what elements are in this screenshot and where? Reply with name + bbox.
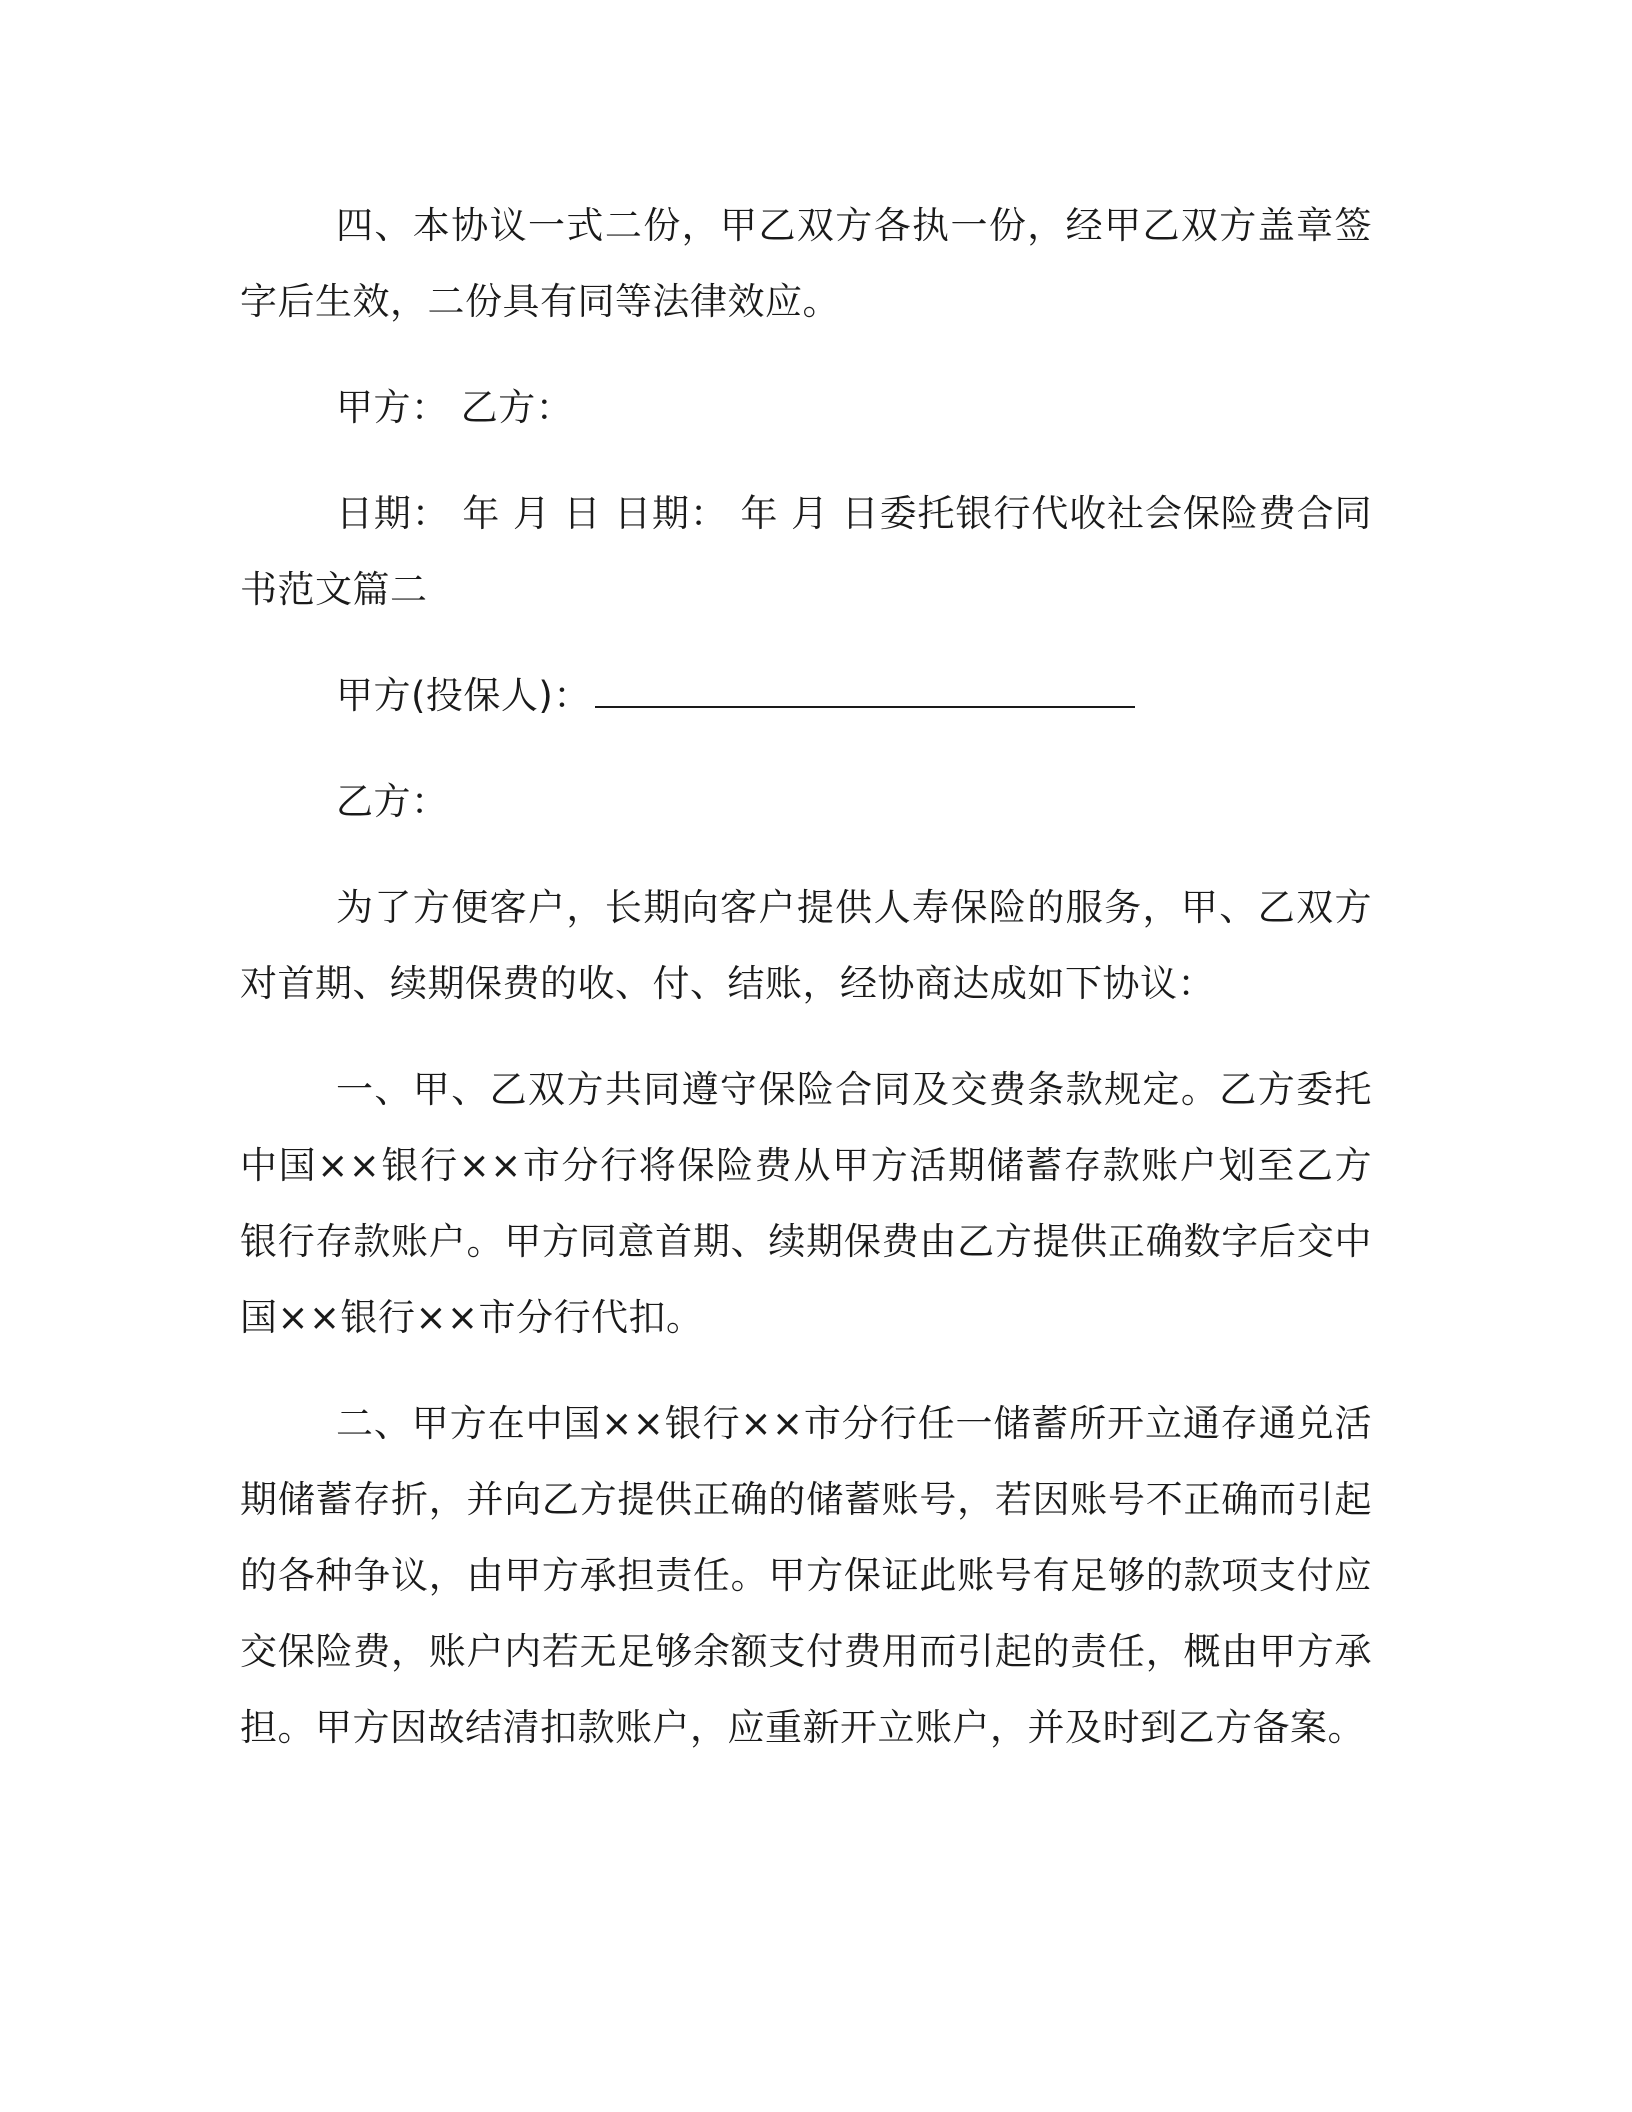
preamble-paragraph: 为了方便客户，长期向客户提供人寿保险的服务，甲、乙双方对首期、续期保费的收、付、结账，经协商达成如下协议： xyxy=(240,886,1372,1005)
clause-two-paragraph: 二、甲方在中国××银行××市分行任一储蓄所开立通存通兑活期储蓄存折，并向乙方提供正确的储蓄账号，若因账号不正确而引起的各种争议，由甲方承担责任。甲方保证此账号有足够的款项支付应交保险费，账户内若无足够余额支付费用而引起的责任，概由甲方承担。甲方因故结清扣款账户，应重新开立账户，并及时到乙方备案。 xyxy=(240,1402,1372,1749)
document-page xyxy=(240,188,1372,1766)
party-signature-line: 甲方： 乙方： xyxy=(336,386,574,429)
clause-one-paragraph: 一、甲、乙双方共同遵守保险合同及交费条款规定。乙方委托中国××银行××市分行将保险费从甲方活期储蓄存款账户划至乙方银行存款账户。甲方同意首期、续期保费由乙方提供正确数字后交中国××银行××市分行代扣。 xyxy=(240,1068,1372,1339)
clause-four-paragraph: 四、本协议一式二份，甲乙双方各执一份，经甲乙双方盖章签字后生效，二份具有同等法律效应。 xyxy=(240,204,1372,323)
fill-in-blank xyxy=(595,668,1135,708)
party-a-label: 甲方(投保人)： xyxy=(336,674,591,717)
date-and-title-paragraph: 日期： 年 月 日 日期： 年 月 日委托银行代收社会保险费合同书范文篇二 xyxy=(240,492,1372,611)
party-b-line: 乙方： xyxy=(336,780,449,823)
party-a-policyholder-line xyxy=(240,658,1372,734)
